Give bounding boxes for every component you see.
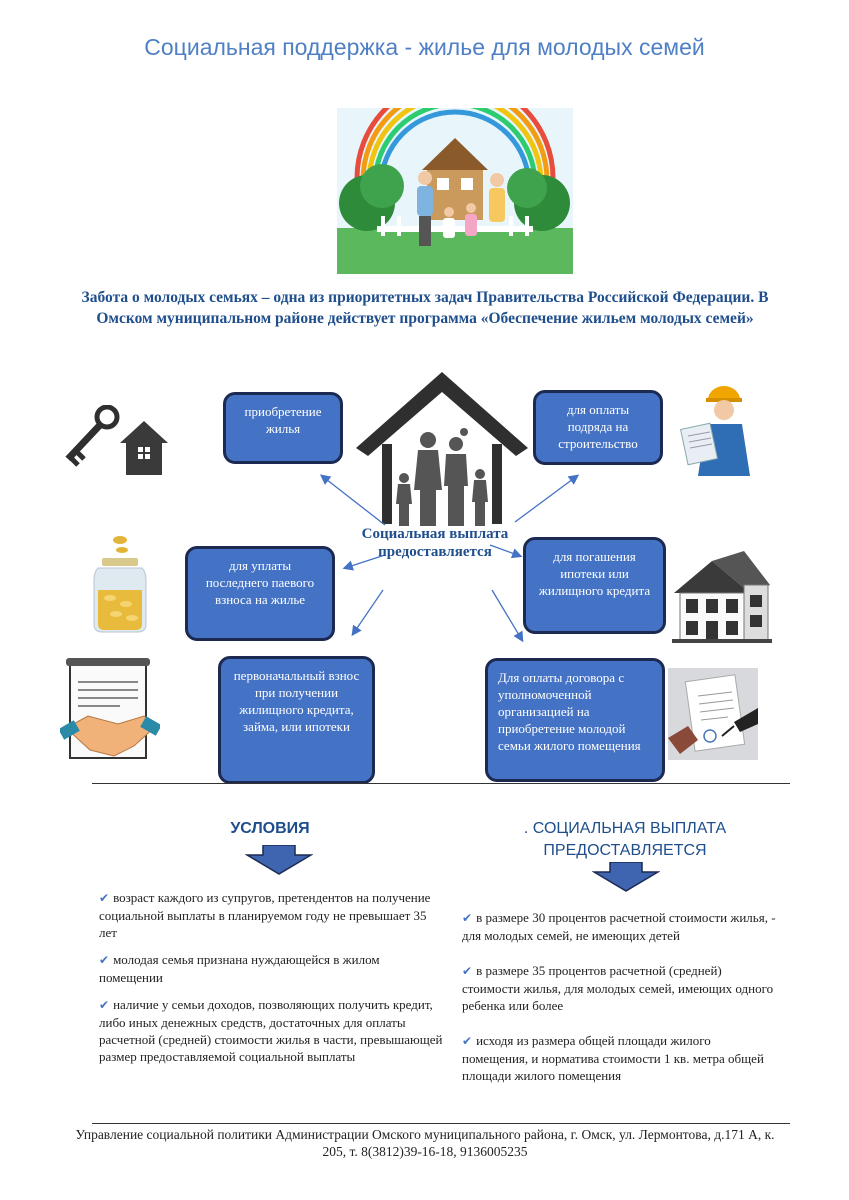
box-mortgage-repay-label: для погашения ипотеки или жилищного кредита xyxy=(538,549,651,598)
payment-list xyxy=(462,909,780,1094)
box-down-payment xyxy=(218,656,375,784)
check-icon: ✔ xyxy=(462,1034,473,1048)
divider-top xyxy=(92,783,790,784)
list-item: ✔ исходя из размера общей площади жилого помещения, и норматива стоимости 1 кв. метра общей площади жилого помещения xyxy=(462,1033,764,1083)
signing-document-icon xyxy=(668,668,758,760)
list-item: ✔ молодая семья признана нуждающейся в жилом помещении xyxy=(99,952,380,985)
check-icon: ✔ xyxy=(99,953,110,967)
payment-heading: . СОЦИАЛЬНАЯ ВЫПЛАТА ПРЕДОСТАВЛЯЕТСЯ xyxy=(523,820,727,859)
box-contract xyxy=(485,658,665,782)
center-label: Социальная выплата предоставляется xyxy=(361,526,509,560)
box-last-share-label: для уплаты последнего паевого взноса на жилье xyxy=(205,558,315,607)
box-construction xyxy=(533,390,663,465)
box-down-payment-label: первоначальный взнос при получении жилищного кредита, займа, или ипотеки xyxy=(233,668,360,734)
builder-icon xyxy=(680,386,760,476)
list-item: ✔ в размере 35 процентов расчетной (средней) стоимости жилья, для молодых семей, имеющих одного ребенка или более xyxy=(462,963,774,1013)
check-icon: ✔ xyxy=(462,964,473,978)
footer-contact: Управление социальной политики Администрации Омского муниципального района, г. Омск, ул. Лермонтова, д.171 А, к. 205, т. 8(3812)39-16-18, 9136005235 xyxy=(75,1127,775,1159)
key-house-icon xyxy=(62,405,172,480)
conditions-heading: УСЛОВИЯ xyxy=(230,820,310,837)
list-item: ✔ наличие у семьи доходов, позволяющих получить кредит, либо иных денежных средств, достаточных для оплаты расчетной (средней) стоимости жилья в части, превышающей размер предоставляемой социальной выплаты xyxy=(99,997,443,1064)
arrow-down-icon xyxy=(245,845,313,875)
arrow-down-icon xyxy=(592,862,660,892)
list-item: ✔ в размере 30 процентов расчетной стоимости жилья, - для молодых семей, не имеющих детей xyxy=(462,910,776,943)
conditions-list xyxy=(99,889,444,1075)
check-icon: ✔ xyxy=(99,891,110,905)
check-icon: ✔ xyxy=(462,911,473,925)
page-title: Социальная поддержка - жилье для молодых семей xyxy=(144,34,705,60)
box-purchase xyxy=(223,392,343,464)
check-icon: ✔ xyxy=(99,998,110,1012)
coin-jar-icon xyxy=(90,530,150,635)
box-purchase-label: приобретение жилья xyxy=(244,404,322,436)
box-construction-label: для оплаты подряда на строительство xyxy=(558,402,638,451)
box-last-share xyxy=(185,546,335,641)
intro-text: Забота о молодых семьях – одна из приоритетных задач Правительства Российской Федерации. В Омском муниципальном районе действует программа «Обеспечение жильем молодых семей» xyxy=(81,289,769,327)
handshake-contract-icon xyxy=(60,658,160,768)
box-mortgage-repay xyxy=(523,537,666,634)
divider-bottom xyxy=(92,1123,790,1124)
box-contract-label: Для оплаты договора с уполномоченной организацией на приобретение молодой семьи жилого помещения xyxy=(498,670,641,753)
house-building-icon xyxy=(672,545,772,645)
list-item: ✔ возраст каждого из супругов, претендентов на получение социальной выплаты в планируемом году не превышает 35 лет xyxy=(99,890,431,940)
